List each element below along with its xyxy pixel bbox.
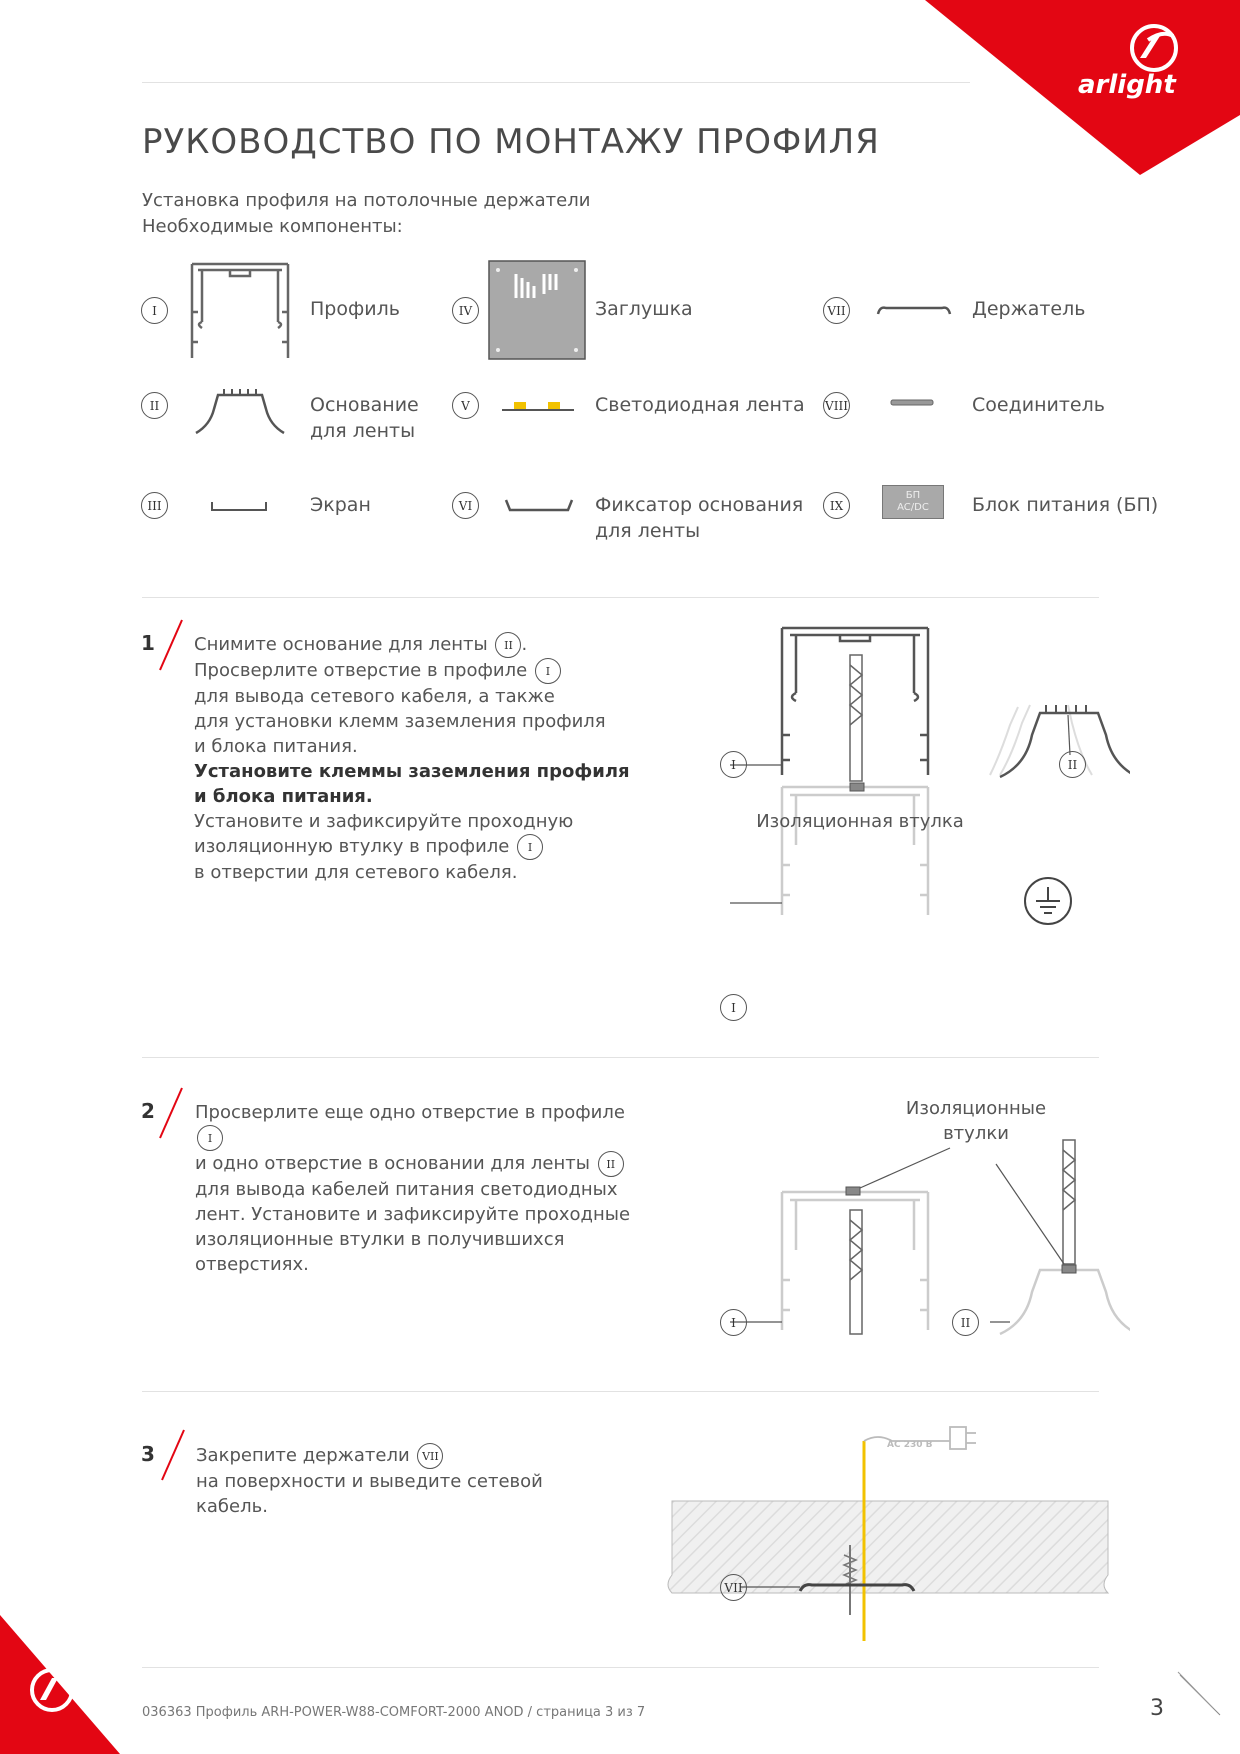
strip-base-line1: Основание bbox=[310, 394, 419, 416]
step-2-line-1: Просверлите еще одно отверстие в профиле bbox=[195, 1102, 625, 1123]
component-num-I: I bbox=[141, 297, 168, 324]
holder-icon bbox=[876, 302, 952, 320]
step-2-fig-ref-1: I bbox=[720, 1309, 747, 1336]
step-1-fig-ref-1: I bbox=[720, 751, 747, 778]
component-num-IX: IX bbox=[823, 492, 850, 519]
page-corner-line bbox=[1178, 1672, 1213, 1708]
step-1-slash-icon bbox=[156, 618, 186, 674]
step-2-fig-label bbox=[876, 1096, 1076, 1146]
component-num-III: III bbox=[141, 492, 168, 519]
screen-icon bbox=[210, 500, 268, 514]
step-3-line-3: кабель. bbox=[196, 1496, 268, 1517]
step-3-number: 3 bbox=[141, 1442, 155, 1466]
step-1-number: 1 bbox=[141, 631, 155, 655]
divider-2 bbox=[142, 1057, 1099, 1058]
step-2-ref-1: I bbox=[197, 1125, 223, 1151]
component-num-V: V bbox=[452, 392, 479, 419]
base-clip-line1: Фиксатор основания bbox=[595, 494, 804, 516]
step-1-ref-3: I bbox=[517, 834, 543, 860]
step-2-line-3: для вывода кабелей питания светодиодных bbox=[195, 1179, 618, 1200]
step-3-line-2: на поверхности и выведите сетевой bbox=[196, 1471, 543, 1492]
step-3-text bbox=[196, 1443, 596, 1519]
power-supply-box-line2: AC/DC bbox=[897, 502, 929, 513]
component-label-screen: Экран bbox=[310, 494, 371, 516]
divider-1 bbox=[142, 597, 1099, 598]
component-label-holder: Держатель bbox=[972, 298, 1086, 320]
step-2-line-5: изоляционные втулки в получившихся bbox=[195, 1229, 565, 1250]
profile-icon bbox=[190, 262, 290, 360]
drill-icon-1 bbox=[850, 655, 862, 781]
connector-icon bbox=[890, 398, 934, 408]
end-cap-icon bbox=[488, 260, 586, 360]
step-1-ref-2: I bbox=[535, 658, 561, 684]
step-1-line-2: Просверлите отверстие в профиле bbox=[194, 660, 528, 681]
arlight-logo-text: arlight bbox=[1078, 70, 1176, 100]
step-3-slash-icon bbox=[158, 1428, 188, 1484]
insulation-sleeve-icon bbox=[850, 783, 864, 791]
step-1-line-8: Установите и зафиксируйте проходную bbox=[194, 811, 574, 832]
component-label-power-supply: Блок питания (БП) bbox=[972, 494, 1159, 516]
step-3-fig-ref-1: VII bbox=[720, 1574, 747, 1601]
component-num-VI: VI bbox=[452, 492, 479, 519]
step-2-ref-2: II bbox=[598, 1151, 624, 1177]
intro-text bbox=[142, 188, 590, 240]
insulation-sleeve-icon-2 bbox=[1062, 1265, 1076, 1273]
footer-text: 036363 Профиль ARH-POWER-W88-COMFORT-2000 ANOD / страница 3 из 7 bbox=[142, 1705, 646, 1720]
intro-line-1: Установка профиля на потолочные держатели bbox=[142, 190, 591, 211]
step-2-fig-label-line1: Изоляционные bbox=[905, 1098, 1047, 1119]
power-supply-box-line1: БП bbox=[905, 490, 921, 501]
step-2-text bbox=[195, 1100, 655, 1277]
component-num-VII: VII bbox=[823, 297, 850, 324]
step-2-fig-label-line2: втулки bbox=[943, 1123, 1009, 1144]
step-3-line-1: Закрепите держатели bbox=[196, 1445, 410, 1466]
power-supply-icon bbox=[882, 485, 944, 519]
step-2-fig-ref-2: II bbox=[952, 1309, 979, 1336]
component-num-IV: IV bbox=[452, 297, 479, 324]
step-1-fig-ref-2: II bbox=[1059, 751, 1086, 778]
divider-3 bbox=[142, 1391, 1099, 1392]
step-1-line-7: и блока питания. bbox=[194, 786, 373, 807]
led-strip-icon bbox=[500, 398, 576, 414]
step-2-number: 2 bbox=[141, 1099, 155, 1123]
step-1-line-6: Установите клеммы заземления профиля bbox=[194, 761, 630, 782]
step-2-line-4: лент. Установите и зафиксируйте проходные bbox=[195, 1204, 631, 1225]
divider-4 bbox=[142, 1667, 1099, 1668]
step-2-figure bbox=[700, 1130, 1130, 1350]
step-2-line-2: и одно отверстие в основании для ленты bbox=[195, 1153, 590, 1174]
component-num-II: II bbox=[141, 392, 168, 419]
component-label-profile: Профиль bbox=[310, 298, 400, 320]
step-2-line-6: отверстиях. bbox=[195, 1254, 309, 1275]
step-1-line-9: изоляционную втулку в профиле bbox=[194, 836, 510, 857]
plug-voltage-label: AC 230 В bbox=[887, 1440, 933, 1450]
step-1-text: Снимите основание для ленты II . Просверлите отверстие в профиле I для вывода сетевого кабеля, а также для установки клемм заземления профиля и блока питания. Установите клеммы заземления профиля и блока питания. Установите и зафиксируйте проходную изоляционную втулку в профиле I в отверстии для сетевого кабеля. bbox=[194, 632, 634, 885]
component-label-connector: Соединитель bbox=[972, 394, 1105, 416]
step-1-line-4: для установки клемм заземления профиля bbox=[194, 711, 606, 732]
step-3-ref-1: VII bbox=[417, 1443, 443, 1469]
step-1-fig-label: Изоляционная втулка bbox=[756, 811, 964, 832]
step-1-line-1: Снимите основание для ленты bbox=[194, 634, 488, 655]
base-clip-line2: для ленты bbox=[595, 520, 701, 542]
step-1-profile-light bbox=[782, 787, 928, 915]
step-1-fig-ref-3: I bbox=[720, 994, 747, 1021]
insulation-sleeve-icon-1 bbox=[846, 1187, 860, 1195]
step-1-line-5: и блока питания. bbox=[194, 736, 358, 757]
intro-line-2: Необходимые компоненты: bbox=[142, 216, 403, 237]
strip-base-icon bbox=[192, 385, 288, 435]
step-2-slash-icon bbox=[156, 1086, 186, 1142]
component-label-end-cap: Заглушка bbox=[595, 298, 693, 320]
top-divider bbox=[142, 82, 970, 83]
drill-icon-2 bbox=[850, 1210, 862, 1334]
component-label-led-strip: Светодиодная лента bbox=[595, 394, 805, 416]
strip-base-line2: для ленты bbox=[310, 420, 416, 442]
ground-symbol-icon bbox=[1025, 878, 1071, 924]
component-label-strip-base bbox=[310, 392, 419, 444]
arlight-logo-icon bbox=[1118, 18, 1188, 76]
step-1-ref-1: II bbox=[495, 632, 521, 658]
step-2-strip-base bbox=[1000, 1270, 1130, 1334]
page-title: РУКОВОДСТВО ПО МОНТАЖУ ПРОФИЛЯ bbox=[142, 122, 880, 162]
step-1-line-3: для вывода сетевого кабеля, а также bbox=[194, 686, 555, 707]
arlight-logo-small-icon bbox=[22, 1660, 82, 1720]
step-1-line-10: в отверстии для сетевого кабеля. bbox=[194, 862, 518, 883]
base-clip-icon bbox=[504, 498, 574, 516]
component-num-VIII: VIII bbox=[823, 392, 850, 419]
page-number: 3 bbox=[1150, 1696, 1164, 1721]
component-label-base-clip bbox=[595, 492, 803, 544]
drill-icon-3 bbox=[1063, 1140, 1075, 1264]
